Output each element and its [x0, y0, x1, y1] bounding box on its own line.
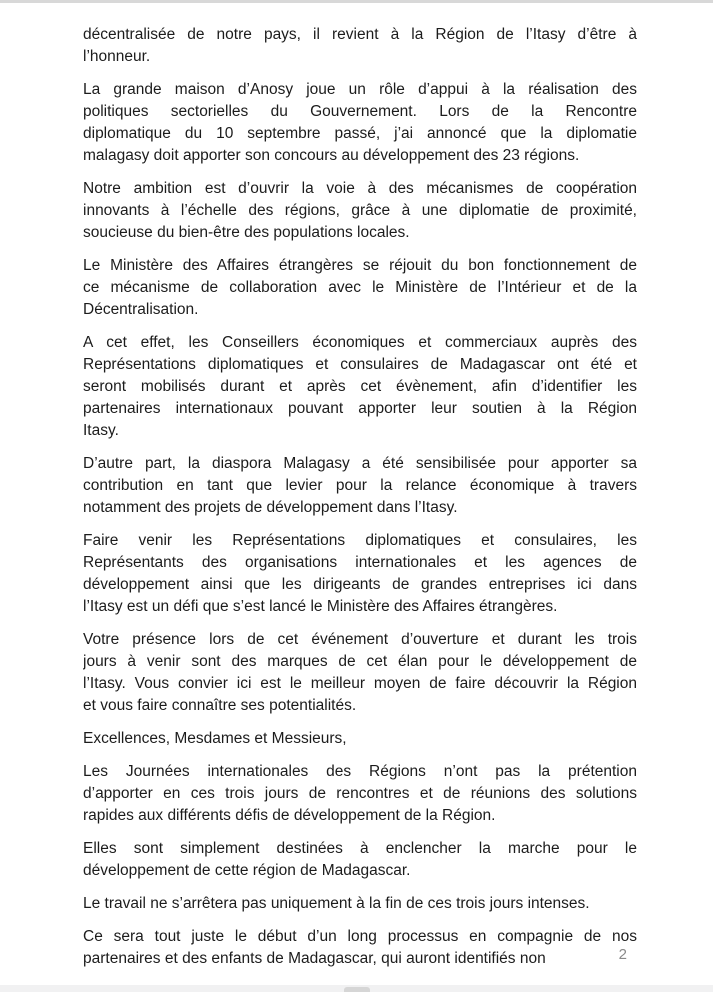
text-line: Notre ambition est d’ouvrir la voie à des mécanismes de coopération — [83, 180, 637, 197]
text-line: Excellences, Mesdames et Messieurs, — [83, 730, 347, 747]
text-line: diplomatique du 10 septembre passé, j’ai annoncé que la diplomatie — [83, 125, 637, 142]
text-line: développement de cette région de Madagascar. — [83, 862, 411, 879]
text-line: Les Journées internationales des Régions n’ont pas la prétention — [83, 763, 637, 780]
text-line: politiques sectorielles du Gouvernement. Lors de la Rencontre — [83, 103, 637, 120]
text-line: A cet effet, les Conseillers économiques et commerciaux auprès des — [83, 334, 637, 351]
text-line: Le travail ne s’arrêtera pas uniquement à la fin de ces trois jours intenses. — [83, 895, 590, 912]
text-line: D’autre part, la diaspora Malagasy a été sensibilisée pour apporter sa — [83, 455, 637, 472]
paragraph — [83, 24, 637, 68]
paragraph — [83, 629, 637, 717]
text-line: Représentations diplomatiques et consulaires de Madagascar ont été et — [83, 356, 637, 373]
text-line: notamment des projets de développement dans l’Itasy. — [83, 499, 458, 516]
text-line: contribution en tant que levier pour la relance économique à travers — [83, 477, 637, 494]
page-top-divider — [0, 0, 713, 3]
paragraph — [83, 728, 637, 750]
paragraph — [83, 893, 637, 915]
paragraph — [83, 761, 637, 827]
document-text-body — [83, 24, 637, 981]
paragraph — [83, 79, 637, 167]
paragraph — [83, 255, 637, 321]
text-line: soucieuse du bien-être des populations locales. — [83, 224, 410, 241]
paragraph — [83, 838, 637, 882]
text-line: décentralisée de notre pays, il revient à la Région de l’Itasy d’être à — [83, 26, 637, 43]
page-bottom-gap — [0, 985, 713, 992]
paragraph — [83, 926, 637, 970]
text-line: Décentralisation. — [83, 301, 199, 318]
text-line: Faire venir les Représentations diplomatiques et consulaires, les — [83, 532, 637, 549]
paragraph — [83, 453, 637, 519]
text-line: l’Itasy. Vous convier ici est le meilleur moyen de faire découvrir la Région — [83, 675, 637, 692]
text-line: partenaires et des enfants de Madagascar, qui auront identifiés non — [83, 950, 546, 967]
text-line: Représentants des organisations internationales et les agences de — [83, 554, 637, 571]
text-line: partenaires internationaux pouvant apporter leur soutien à la Région — [83, 400, 637, 417]
text-line: rapides aux différents défis de développement de la Région. — [83, 807, 496, 824]
text-line: La grande maison d’Anosy joue un rôle d’appui à la réalisation des — [83, 81, 637, 98]
text-line: développement ainsi que les dirigeants de grandes entreprises ici dans — [83, 576, 637, 593]
text-line: et vous faire connaître ses potentialités. — [83, 697, 357, 714]
text-line: l’honneur. — [83, 48, 151, 65]
text-line: malagasy doit apporter son concours au développement des 23 régions. — [83, 147, 580, 164]
text-line: jours à venir sont des marques de cet élan pour le développement de — [83, 653, 637, 670]
text-line: Ce sera tout juste le début d’un long processus en compagnie de nos — [83, 928, 637, 945]
text-line: ce mécanisme de collaboration avec le Ministère de l’Intérieur et de la — [83, 279, 637, 296]
paragraph — [83, 530, 637, 618]
text-line: Elles sont simplement destinées à enclencher la marche pour le — [83, 840, 637, 857]
page-number: 2 — [618, 946, 627, 963]
text-line: seront mobilisés durant et après cet évènement, afin d’identifier les — [83, 378, 637, 395]
paragraph — [83, 178, 637, 244]
scroll-handle[interactable] — [344, 987, 370, 992]
text-line: d’apporter en ces trois jours de rencontres et de réunions des solutions — [83, 785, 637, 802]
text-line: Le Ministère des Affaires étrangères se réjouit du bon fonctionnement de — [83, 257, 637, 274]
text-line: Votre présence lors de cet événement d’ouverture et durant les trois — [83, 631, 637, 648]
text-line: innovants à l’échelle des régions, grâce à une diplomatie de proximité, — [83, 202, 637, 219]
paragraph — [83, 332, 637, 442]
text-line: Itasy. — [83, 422, 119, 439]
text-line: l’Itasy est un défi que s’est lancé le Ministère des Affaires étrangères. — [83, 598, 558, 615]
